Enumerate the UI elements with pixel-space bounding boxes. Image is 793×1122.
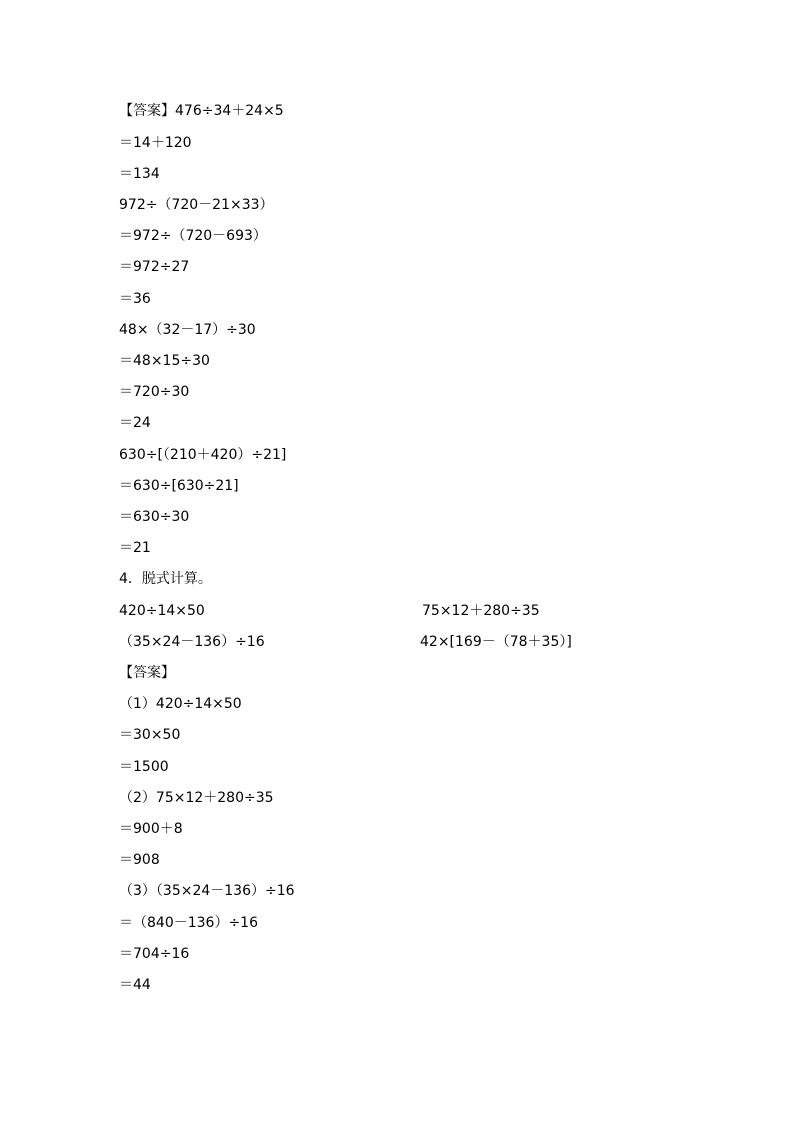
expression-line: ＝48×15÷30: [119, 353, 210, 369]
answer1-first-line: [119, 100, 284, 122]
expression-line: ＝24: [119, 415, 151, 431]
expression-line: ＝36: [119, 291, 151, 307]
question-title: 4．脱式计算。: [119, 571, 212, 587]
expression-line: 48×（32－17）÷30: [119, 322, 256, 338]
answer-label: 【答案】: [119, 103, 175, 119]
expression-line: （3）（35×24－136）÷16: [119, 883, 295, 899]
answer-label: 【答案】: [119, 665, 175, 681]
expression-line: ＝908: [119, 852, 160, 868]
expression-line: 476÷34＋24×5: [175, 103, 284, 119]
expression-line: ＝972÷27: [119, 259, 190, 275]
expression-line: ＝134: [119, 166, 160, 182]
expression-line: ＝（840－136）÷16: [119, 915, 258, 931]
expression-line: ＝1500: [119, 759, 169, 775]
expression-line: ＝30×50: [119, 727, 181, 743]
expression-line: 630÷[（210＋420）÷21]: [119, 447, 287, 463]
expression-line: ＝630÷[630÷21]: [119, 478, 239, 494]
expression-line: ＝14＋120: [119, 135, 192, 151]
expression-line: ＝21: [119, 540, 151, 556]
expression-line: ＝630÷30: [119, 509, 190, 525]
expression-line: ＝972÷（720－693）: [119, 228, 267, 244]
problem-item: 42×[169－（78＋35）]: [420, 634, 572, 650]
expression-line: ＝704÷16: [119, 946, 190, 962]
expression-line: 972÷（720－21×33）: [119, 197, 274, 213]
problem-item: 75×12＋280÷35: [422, 603, 540, 619]
expression-line: ＝44: [119, 977, 151, 993]
expression-line: （1）420÷14×50: [119, 696, 242, 712]
expression-line: ＝900＋8: [119, 821, 183, 837]
expression-line: ＝720÷30: [119, 384, 190, 400]
problem-item: （35×24－136）÷16: [119, 634, 265, 650]
problem-item: 420÷14×50: [119, 603, 205, 619]
expression-line: （2）75×12＋280÷35: [119, 790, 274, 806]
